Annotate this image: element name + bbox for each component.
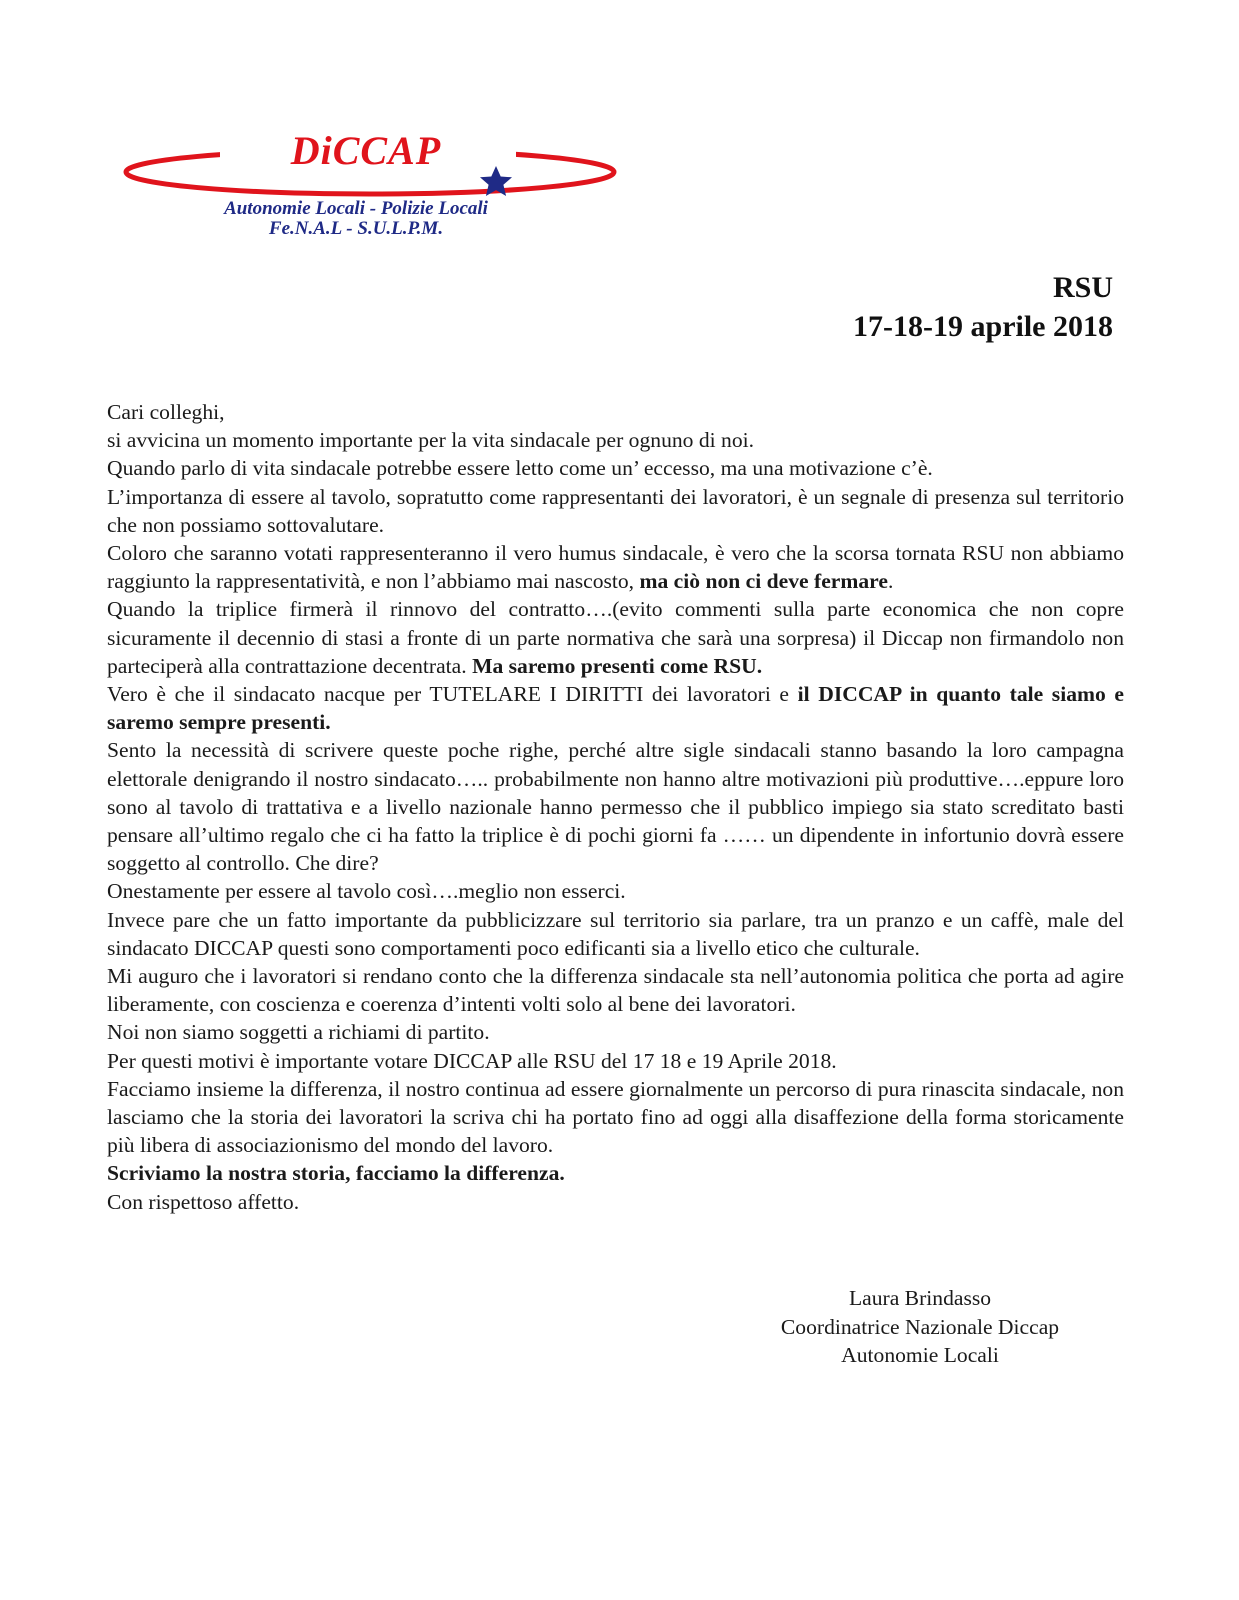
paragraph-5-bold: Ma saremo presenti come RSU. bbox=[472, 653, 763, 678]
paragraph-6 bbox=[107, 680, 1124, 736]
paragraph-8: Onestamente per essere al tavolo così….meglio non esserci. bbox=[107, 879, 626, 904]
paragraph-4-text: Coloro che saranno votati rappresenteranno il vero humus sindacale, è vero che la scorsa tornata RSU non abbiamo raggiunto la rappresentatività, e non l’abbiamo mai nascosto, bbox=[107, 541, 1124, 594]
paragraph-3: L’importanza di essere al tavolo, sopratutto come rappresentanti dei lavoratori, è un segnale di presenza sul territorio che non possiamo sottovalutare. bbox=[107, 484, 1124, 537]
signature-name: Laura Brindasso bbox=[848, 1286, 992, 1310]
paragraph-4-bold: ma ciò non ci deve fermare bbox=[639, 569, 888, 594]
paragraph-6-bold: il DICCAP in quanto tale siamo e saremo sempre presenti. bbox=[107, 682, 1124, 735]
paragraph-7: Sento la necessità di scrivere queste poche righe, perché altre sigle sindacali stanno basando la loro campagna elettorale denigrando il nostro sindacato….. probabilmente non hanno altre motivazioni più produttive….eppure loro sono al tavolo di trattativa e a livello nazionale hanno permesso che il pubblico impiego sia stato screditato basti pensare all’ultimo regalo che ci ha fatto la triplice è di pochi giorni fa …… un dipendente in infortunio dovrà essere soggetto al controllo. Che dire? bbox=[107, 738, 1124, 876]
paragraph-14 bbox=[107, 1159, 1124, 1187]
letter-body bbox=[107, 398, 1124, 1216]
paragraph-9: Invece pare che un fatto importante da pubblicizzare sul territorio sia parlare, tra un pranzo e un caffè, male del sindacato DICCAP questi sono comportamenti poco edificanti sia a livello etico che culturale. bbox=[107, 907, 1124, 960]
paragraph-5 bbox=[107, 595, 1124, 680]
signature-block bbox=[720, 1284, 1120, 1370]
greeting: Cari colleghi, bbox=[107, 400, 225, 424]
heading-title: RSU bbox=[1052, 271, 1113, 304]
paragraph-1: si avvicina un momento importante per la vita sindacale per ognuno di noi. bbox=[107, 428, 755, 453]
closing: Con rispettoso affetto. bbox=[107, 1189, 300, 1214]
diccap-logo-graphic bbox=[108, 128, 636, 248]
paragraph-4-end: . bbox=[887, 569, 894, 594]
paragraph-6-text: Vero è che il sindacato nacque per TUTELARE I DIRITTI dei lavoratori e bbox=[107, 682, 798, 707]
logo-subtitle-line1: Autonomie Locali - Polizie Locali bbox=[224, 198, 488, 219]
paragraph-12: Per questi motivi è importante votare DICCAP alle RSU del 17 18 e 19 Aprile 2018. bbox=[107, 1048, 837, 1073]
diccap-logo bbox=[108, 128, 636, 248]
paragraph-13: Facciamo insieme la differenza, il nostro continua ad essere giornalmente un percorso di pura rinascita sindacale, non lasciamo che la storia dei lavoratori la scriva chi ha portato fino ad oggi alla disaffezione della forma storicamente più libera di associazionismo del mondo del lavoro. bbox=[107, 1076, 1124, 1158]
document-heading bbox=[853, 268, 1113, 346]
paragraph-14-bold: Scriviamo la nostra storia, facciamo la differenza. bbox=[107, 1161, 565, 1186]
paragraph-10: Mi auguro che i lavoratori si rendano conto che la differenza sindacale sta nell’autonomia politica che porta ad agire liberamente, con coscienza e coerenza d’intenti volti solo al bene dei lavoratori. bbox=[107, 964, 1124, 1017]
signature-unit: Autonomie Locali bbox=[841, 1343, 999, 1367]
paragraph-5-text: Quando la triplice firmerà il rinnovo del contratto….(evito commenti sulla parte economica che non copre sicuramente il decennio di stasi a fronte di un parte normativa che sarà una sorpresa) il Diccap non firmandolo non parteciperà alla contrattazione decentrata. bbox=[107, 597, 1124, 678]
paragraph-4 bbox=[107, 539, 1124, 595]
paragraph-2: Quando parlo di vita sindacale potrebbe essere letto come un’ eccesso, ma una motivazione c’è. bbox=[107, 456, 933, 481]
signature-role: Coordinatrice Nazionale Diccap bbox=[780, 1314, 1060, 1339]
paragraph-11: Noi non siamo soggetti a richiami di partito. bbox=[107, 1020, 490, 1045]
heading-date: 17-18-19 aprile 2018 bbox=[853, 310, 1113, 343]
logo-brand-text: DiCCAP bbox=[290, 128, 442, 173]
logo-subtitle-line2: Fe.N.A.L - S.U.L.P.M. bbox=[268, 218, 444, 239]
